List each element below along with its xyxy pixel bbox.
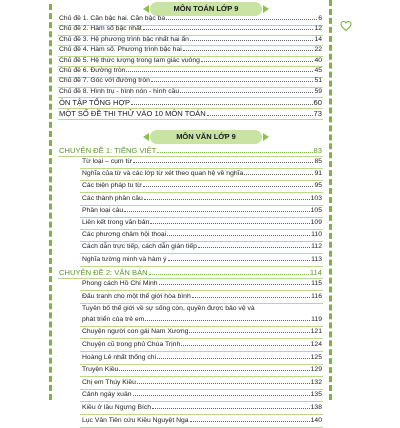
row-divider xyxy=(58,278,323,279)
toc-entry-title: Chủ đề 5. Hệ thức lượng trong tam giác vuông xyxy=(59,56,200,64)
row-divider xyxy=(80,205,323,206)
literature-section-banner xyxy=(150,130,262,144)
dot-leader xyxy=(181,344,309,346)
dot-leader xyxy=(207,114,313,116)
toc-entry-page: 22 xyxy=(314,46,322,54)
literature-toc-entry xyxy=(82,207,322,214)
dot-leader xyxy=(131,103,312,105)
toc-entry-page: 6 xyxy=(318,15,322,22)
dot-leader xyxy=(144,198,310,200)
literature-banner-label: MÔN VĂN LỚP 9 xyxy=(176,132,236,141)
row-divider xyxy=(58,119,323,120)
toc-entry-title: Phong cách Hồ Chí Minh xyxy=(82,280,158,287)
toc-entry-title: MỘT SỐ ĐỀ THI THỬ VÀO 10 MÔN TOÁN xyxy=(59,109,206,119)
literature-toc-entry xyxy=(82,256,322,263)
literature-topic-heading xyxy=(59,146,322,155)
literature-toc-entry xyxy=(82,280,322,287)
toc-entry-title: Hoàng Lê nhất thống chí xyxy=(82,353,157,361)
dot-leader xyxy=(201,60,314,62)
toc-entry-title: phát triển của trẻ em xyxy=(82,315,145,323)
math-toc-entry xyxy=(59,88,322,95)
toc-entry-page: 73 xyxy=(313,109,322,119)
math-toc-entry xyxy=(59,109,322,118)
toc-entry-title: Chủ đề 1. Căn bậc hai. Căn bậc ba xyxy=(59,15,166,22)
literature-toc-entry xyxy=(82,293,322,300)
dot-leader xyxy=(168,259,311,261)
toc-entry-page: 40 xyxy=(314,56,322,64)
row-divider xyxy=(80,229,323,230)
toc-entry-page: 113 xyxy=(311,255,322,263)
literature-toc-entry xyxy=(82,354,322,361)
toc-entry-page: 112 xyxy=(311,243,322,251)
dot-leader xyxy=(145,319,310,321)
row-divider xyxy=(80,303,323,304)
row-divider xyxy=(80,253,323,254)
toc-entry-title: Truyện Kiều xyxy=(82,366,119,374)
math-toc-entry xyxy=(59,98,322,107)
toc-entry-page: 51 xyxy=(314,77,322,85)
toc-entry-page: 119 xyxy=(311,315,322,323)
toc-entry-title: CHUYÊN ĐỀ 1: TIẾNG VIỆT xyxy=(59,146,157,155)
toc-entry-page: 14 xyxy=(314,35,322,43)
row-divider xyxy=(80,401,323,402)
dot-leader xyxy=(151,80,314,82)
toc-entry-page: 12 xyxy=(314,25,322,33)
toc-entry-page: 116 xyxy=(311,292,322,300)
literature-toc-entry xyxy=(82,391,322,398)
literature-toc-entry xyxy=(82,182,322,189)
dot-leader xyxy=(183,49,314,51)
dot-leader xyxy=(190,420,310,422)
dot-leader xyxy=(167,234,310,236)
literature-toc-entry xyxy=(82,417,322,424)
literature-topic-heading xyxy=(59,268,322,277)
toc-entry-page: 138 xyxy=(310,403,322,411)
row-divider xyxy=(80,389,323,390)
dot-leader xyxy=(149,273,309,275)
heart-icon xyxy=(340,20,352,32)
toc-entry-page: 85 xyxy=(314,158,322,165)
literature-toc-entry xyxy=(82,341,322,348)
row-divider xyxy=(80,338,323,339)
dot-leader xyxy=(137,382,310,384)
row-divider xyxy=(80,180,323,181)
math-toc-entry xyxy=(59,57,322,64)
toc-entry-title: Nghĩa tường minh và hàm ý xyxy=(82,255,167,263)
toc-entry-page: 132 xyxy=(310,378,322,386)
toc-entry-page: 109 xyxy=(310,219,322,226)
toc-entry-title: Lục Vân Tiên cứu Kiều Nguyệt Nga xyxy=(82,416,189,424)
dot-leader xyxy=(133,394,310,396)
math-toc-entry xyxy=(59,77,322,84)
toc-entry-page: 135 xyxy=(310,391,322,399)
dot-leader xyxy=(190,39,314,41)
toc-entry-title: Từ loại – cụm từ xyxy=(82,158,132,165)
toc-entry-title: Tuyên bố thế giới về sự sống còn, quyền được bảo vệ và xyxy=(82,305,255,313)
row-divider xyxy=(80,192,323,193)
dot-leader xyxy=(143,185,314,187)
literature-toc-entry xyxy=(82,328,322,335)
math-section-banner xyxy=(150,2,262,16)
toc-entry-page: 60 xyxy=(313,98,322,108)
toc-entry-title: Chủ đề 8. Hình trụ - hình nón - hình cầu xyxy=(59,87,180,95)
row-divider xyxy=(80,351,323,352)
literature-toc-entry xyxy=(82,243,322,250)
literature-toc-entry xyxy=(82,219,322,226)
toc-entry-title: Các phương châm hội thoại xyxy=(82,231,167,239)
toc-entry-title: Chủ đề 6. Đường tròn xyxy=(59,67,126,74)
left-dashed-border xyxy=(49,4,52,400)
dot-leader xyxy=(143,28,314,30)
toc-entry-title: Chuyện cũ trong phủ Chúa Trịnh xyxy=(82,340,181,348)
toc-entry-title: Nghĩa của từ và các lớp từ xét theo quan hệ về nghĩa xyxy=(82,170,244,178)
toc-entry-page: 114 xyxy=(309,267,322,277)
row-divider xyxy=(80,364,323,365)
dot-leader xyxy=(126,70,313,72)
toc-entry-page: 105 xyxy=(310,206,322,214)
toc-entry-title: Phân loại câu xyxy=(82,206,124,214)
toc-entry-page: 115 xyxy=(311,280,322,287)
row-divider xyxy=(80,266,323,267)
toc-entry-title: Kiều ở lầu Ngưng Bích xyxy=(82,403,152,411)
toc-entry-title: Cách dẫn trực tiếp, cách dẫn gián tiếp xyxy=(82,243,197,251)
dot-leader xyxy=(150,222,309,224)
math-toc-entry xyxy=(59,36,322,43)
math-toc-entry xyxy=(59,15,322,22)
math-toc-entry xyxy=(59,25,322,32)
toc-entry-title: Đấu tranh cho một thế giới hòa bình xyxy=(82,292,191,300)
literature-toc-entry xyxy=(82,195,322,202)
row-divider xyxy=(58,156,323,157)
dot-leader xyxy=(244,173,313,175)
dot-leader xyxy=(157,151,312,153)
dot-leader xyxy=(152,407,310,409)
literature-toc-entry xyxy=(82,305,322,312)
row-divider xyxy=(80,168,323,169)
row-divider xyxy=(80,290,323,291)
toc-entry-title: Chị em Thúy Kiều xyxy=(82,378,136,386)
toc-entry-title: Chuyện người con gái Nam Xương xyxy=(82,328,189,336)
toc-entry-page: 121 xyxy=(310,328,322,336)
toc-entry-title: Chủ đề 7. Góc với đường tròn xyxy=(59,77,150,85)
toc-entry-title: CHUYÊN ĐỀ 2: VĂN BẢN xyxy=(59,267,148,277)
toc-entry-title: ÔN TẬP TỔNG HỢP xyxy=(59,98,131,108)
toc-entry-page: 129 xyxy=(310,366,322,374)
toc-entry-page: 91 xyxy=(314,170,322,178)
dot-leader xyxy=(166,18,317,20)
literature-toc-entry xyxy=(82,366,322,373)
row-divider xyxy=(80,326,323,327)
toc-entry-title: Chủ đề 2. Hàm số bậc nhất xyxy=(59,25,142,33)
dot-leader xyxy=(189,331,309,333)
row-divider xyxy=(80,427,323,428)
literature-toc-entry xyxy=(82,158,322,165)
math-toc-entry xyxy=(59,46,322,53)
toc-entry-page: 140 xyxy=(310,416,322,424)
toc-entry-page: 59 xyxy=(314,87,322,95)
dot-leader xyxy=(133,161,314,163)
literature-toc-entry xyxy=(82,404,322,411)
row-divider xyxy=(80,376,323,377)
toc-entry-title: Chủ đề 4. Hàm số. Phương trình bậc hai xyxy=(59,46,182,54)
toc-entry-page: 95 xyxy=(314,182,322,190)
toc-entry-title: Các thành phần câu xyxy=(82,194,143,202)
toc-entry-page: 125 xyxy=(310,353,322,361)
toc-entry-page: 83 xyxy=(313,146,322,155)
literature-toc-entry xyxy=(82,231,322,238)
dot-leader xyxy=(192,296,310,298)
toc-entry-page: 124 xyxy=(310,340,322,348)
dot-leader xyxy=(119,369,309,371)
toc-entry-title: Cảnh ngày xuân xyxy=(82,391,132,399)
dot-leader xyxy=(198,246,310,248)
row-divider xyxy=(80,414,323,415)
dot-leader xyxy=(157,357,309,359)
toc-entry-page: 103 xyxy=(310,194,322,202)
row-divider xyxy=(80,217,323,218)
toc-entry-title: Các biện pháp tu từ xyxy=(82,182,142,190)
literature-toc-entry xyxy=(82,170,322,177)
toc-entry-page: 110 xyxy=(311,231,322,239)
literature-toc-entry xyxy=(82,316,322,323)
right-dashed-border xyxy=(329,0,332,400)
toc-entry-title: Chủ đề 3. Hệ phương trình bậc nhất hai ẩn xyxy=(59,35,189,43)
math-banner-label: MÔN TOÁN LỚP 9 xyxy=(173,4,239,13)
dot-leader xyxy=(124,210,309,212)
dot-leader xyxy=(180,91,313,93)
toc-entry-page: 45 xyxy=(314,67,322,74)
math-toc-entry xyxy=(59,67,322,74)
dot-leader xyxy=(159,283,311,285)
literature-toc-entry xyxy=(82,379,322,386)
toc-entry-title: Liên kết trong văn bản xyxy=(82,219,150,226)
